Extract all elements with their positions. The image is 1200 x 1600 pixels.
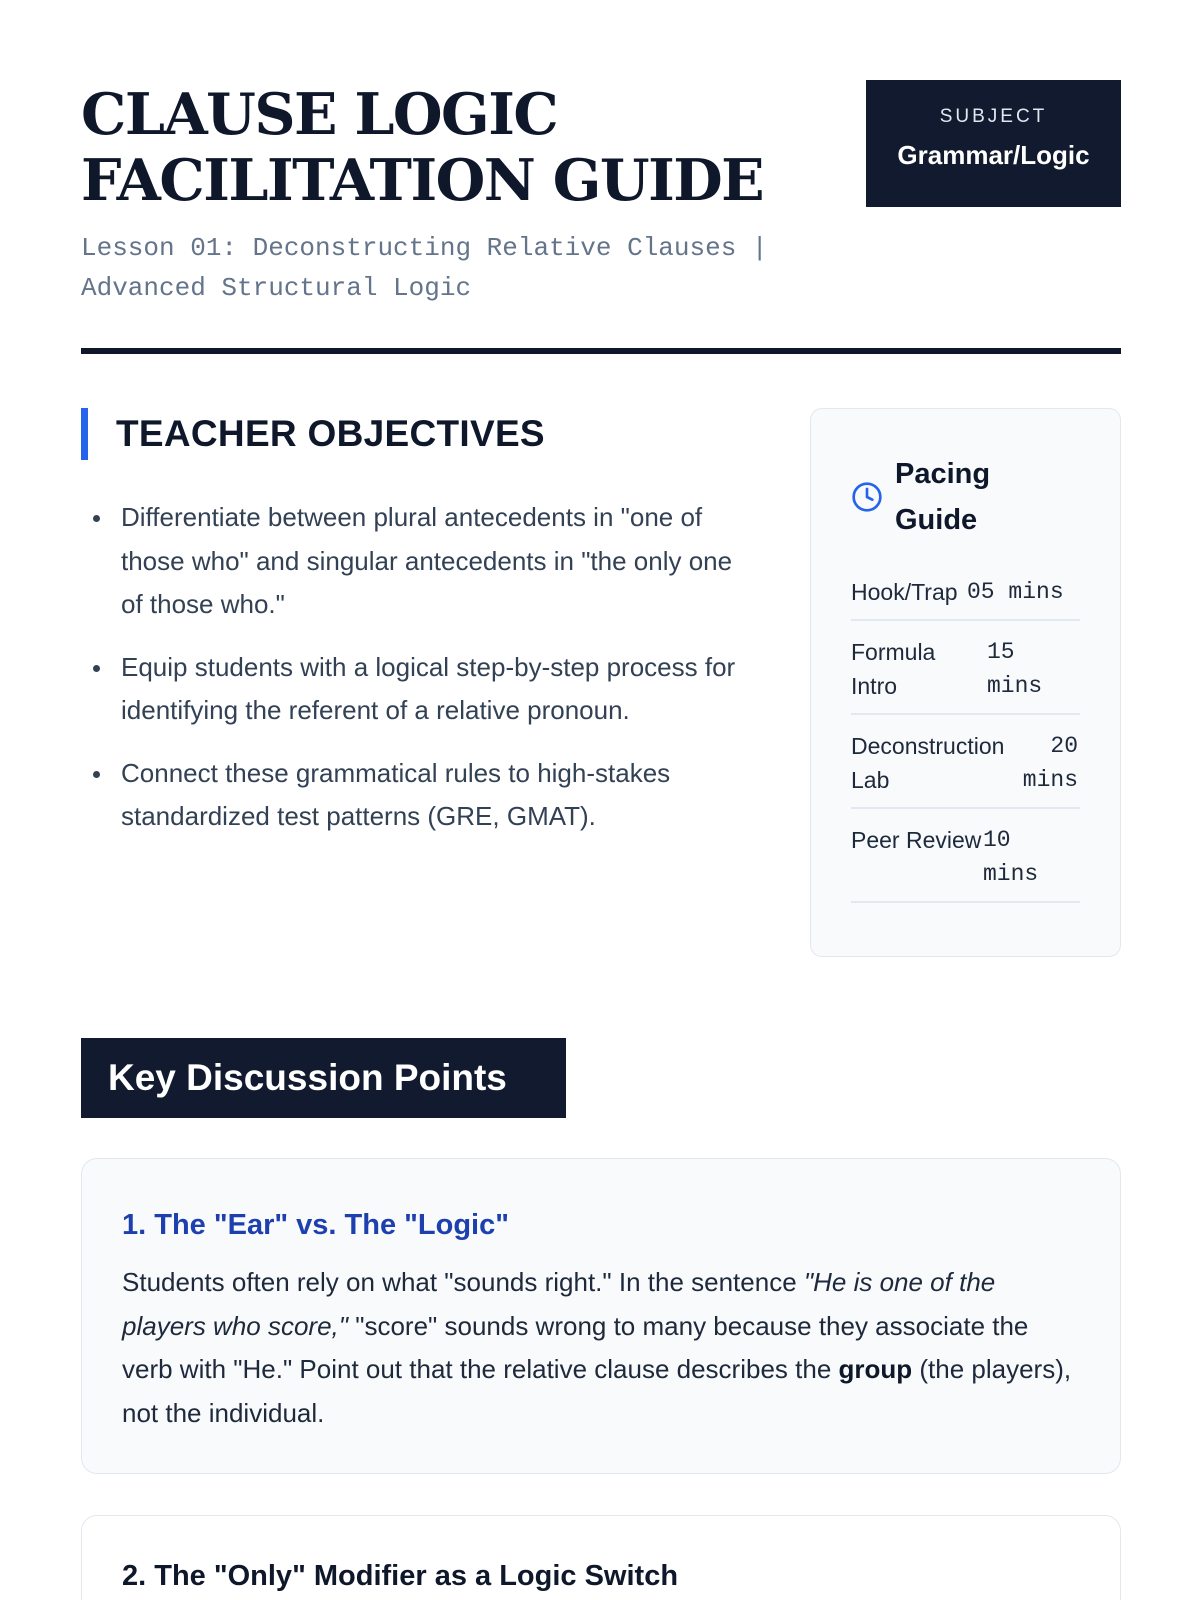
- objective-item: Connect these grammatical rules to high-stakes standardized test patterns (GRE, GMAT).: [81, 752, 741, 839]
- subject-label: SUBJECT: [939, 106, 1048, 127]
- pacing-rows: [851, 561, 1080, 903]
- pacing-activity: Formula Intro: [851, 639, 936, 699]
- discussion-point-card: [81, 1515, 1121, 1600]
- pacing-activity: Deconstruction Lab: [851, 733, 1005, 793]
- subject-badge: [866, 80, 1121, 207]
- objectives-list: [81, 496, 741, 839]
- example-quote: "He is one of the players who score,": [122, 1267, 996, 1341]
- objectives-heading: TEACHER OBJECTIVES: [81, 408, 741, 460]
- pacing-row: [851, 561, 1080, 621]
- discussion-point-title: 1. The "Ear" vs. The "Logic": [122, 1209, 509, 1241]
- emphasis-word: group: [838, 1354, 913, 1384]
- pacing-row: [851, 621, 1080, 715]
- pacing-duration: 20 mins: [1022, 733, 1078, 793]
- subject-value: Grammar/Logic: [897, 140, 1090, 170]
- pacing-guide-panel: [810, 408, 1121, 957]
- body-text: "score" sounds wrong to many because they associate the verb with "He." Point out that the relative clause describes the: [122, 1310, 1029, 1384]
- pacing-title: Pacing Guide: [895, 458, 991, 536]
- discussion-point-card: [81, 1158, 1121, 1474]
- page-title: CLAUSE LOGIC FACILITATION GUIDE: [81, 81, 764, 214]
- discussion-heading: Key Discussion Points: [81, 1038, 566, 1118]
- discussion-point-body: [122, 1261, 1080, 1435]
- pacing-activity: Peer Review: [851, 827, 982, 853]
- pacing-activity: Hook/Trap: [851, 579, 958, 605]
- pacing-row: [851, 715, 1080, 809]
- objective-item: Differentiate between plural antecedents in "one of those who" and singular antecedents in "the only one of those who.": [81, 496, 741, 627]
- pacing-row: [851, 809, 1080, 903]
- discussion-point-title: 2. The "Only" Modifier as a Logic Switch: [122, 1560, 679, 1592]
- lesson-subtitle: Lesson 01: Deconstructing Relative Clauses | Advanced Structural Logic: [81, 233, 768, 303]
- teacher-objectives-section: [81, 408, 741, 858]
- document-header: [81, 80, 1121, 354]
- objective-item: Equip students with a logical step-by-step process for identifying the referent of a relative pronoun.: [81, 646, 741, 733]
- pacing-header: [851, 451, 1080, 543]
- clock-icon: [851, 481, 883, 513]
- pacing-duration: 15 mins: [987, 639, 1043, 699]
- pacing-duration: 05 mins: [967, 579, 1064, 605]
- pacing-duration: 10 mins: [983, 827, 1039, 887]
- body-text: Students often rely on what "sounds right." In the sentence: [122, 1267, 804, 1297]
- body-text: (the players), not the individual.: [122, 1354, 1072, 1428]
